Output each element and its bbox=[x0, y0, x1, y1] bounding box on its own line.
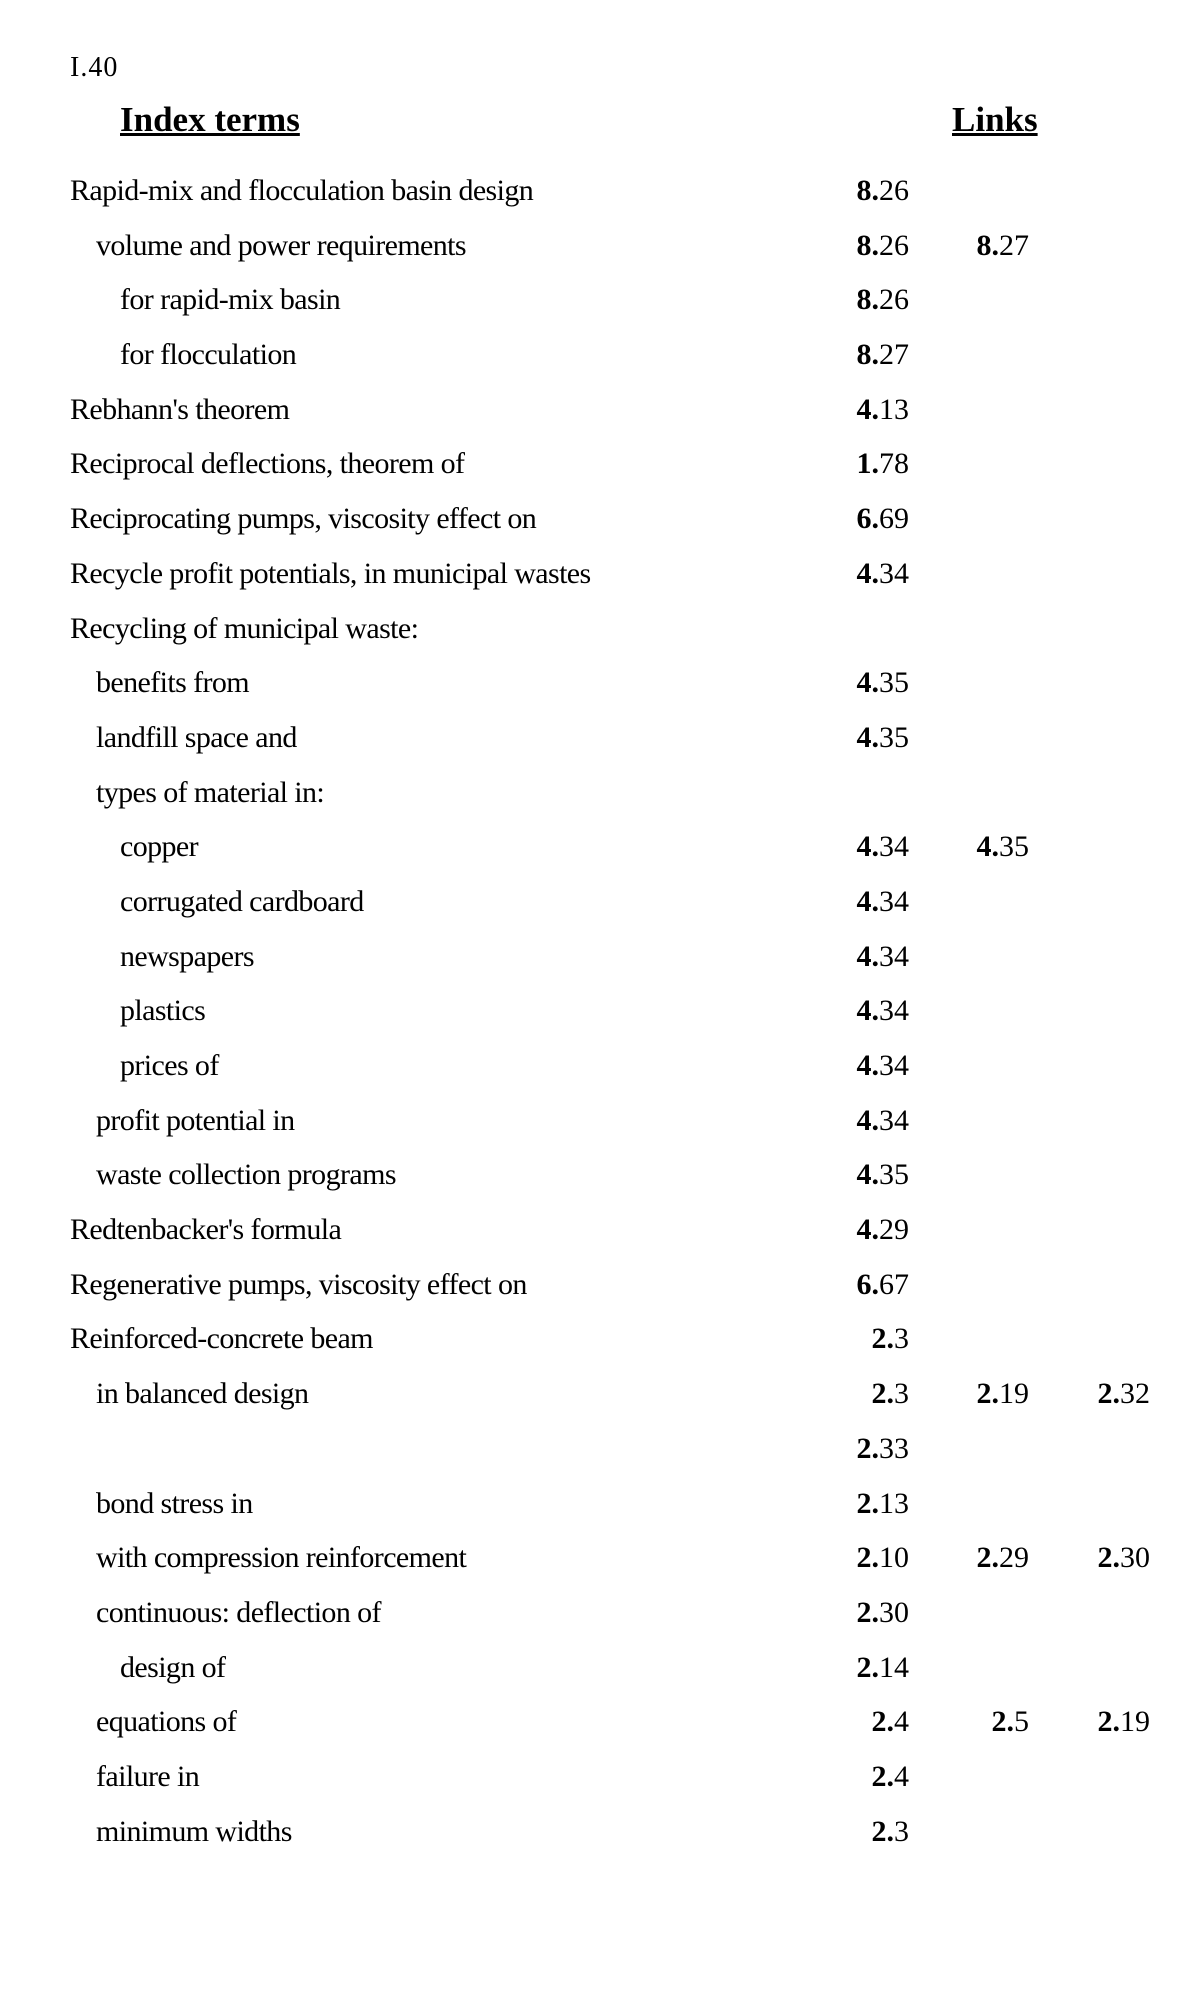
index-term: design of bbox=[120, 1650, 226, 1684]
page-number-ref: 26 bbox=[879, 174, 909, 207]
index-term: prices of bbox=[120, 1049, 219, 1082]
chapter-number: 2. bbox=[871, 1705, 894, 1739]
page-number-ref: 35 bbox=[999, 830, 1029, 864]
chapter-number: 2. bbox=[991, 1705, 1014, 1739]
index-entry bbox=[0, 721, 1200, 776]
index-term: types of material in: bbox=[96, 775, 325, 809]
page-link[interactable] bbox=[857, 1541, 910, 1575]
index-term: waste collection programs bbox=[96, 1158, 396, 1192]
page-link[interactable] bbox=[1098, 1705, 1151, 1739]
page-link[interactable] bbox=[977, 830, 1030, 864]
page-number-ref: 3 bbox=[894, 1322, 909, 1356]
index-term: copper bbox=[120, 830, 199, 864]
chapter-number: 4. bbox=[856, 720, 879, 754]
page-number-ref: 26 bbox=[879, 228, 909, 262]
chapter-number: 6. bbox=[856, 1267, 879, 1301]
index-term: plastics bbox=[120, 994, 206, 1028]
index-term: Reinforced-concrete beam bbox=[70, 1322, 373, 1356]
chapter-number: 2. bbox=[856, 1650, 879, 1684]
page-link[interactable] bbox=[857, 940, 910, 974]
page-link[interactable] bbox=[857, 447, 910, 481]
index-entry bbox=[0, 1541, 1200, 1596]
chapter-number: 4. bbox=[856, 666, 879, 700]
index-entry bbox=[0, 1213, 1200, 1268]
index-entry bbox=[0, 1104, 1200, 1159]
index-term: Redtenbacker's formula bbox=[70, 1213, 342, 1247]
index-entry bbox=[0, 1705, 1200, 1760]
index-entry bbox=[0, 174, 1200, 229]
index-entry bbox=[0, 502, 1200, 557]
chapter-number: 6. bbox=[856, 502, 879, 536]
index-term: continuous: deflection of bbox=[96, 1595, 381, 1629]
page-number-ref: 69 bbox=[879, 502, 909, 536]
page-link[interactable] bbox=[857, 1651, 910, 1685]
chapter-number: 4. bbox=[856, 994, 879, 1028]
page-link[interactable] bbox=[857, 1158, 910, 1192]
index-term: newspapers bbox=[120, 939, 254, 973]
page-link[interactable] bbox=[857, 1104, 910, 1138]
chapter-number: 2. bbox=[1097, 1705, 1120, 1739]
page-link[interactable] bbox=[857, 830, 910, 864]
chapter-number: 4. bbox=[856, 830, 879, 864]
page-link[interactable] bbox=[1098, 1377, 1151, 1411]
index-term: Rapid-mix and flocculation basin design bbox=[70, 174, 534, 207]
index-entries bbox=[0, 174, 1200, 1869]
index-entry bbox=[0, 776, 1200, 831]
index-term: bond stress in bbox=[96, 1486, 253, 1520]
index-term: Rebhann's theorem bbox=[70, 392, 290, 426]
chapter-number: 4. bbox=[976, 830, 999, 864]
chapter-number: 4. bbox=[856, 884, 879, 918]
page-link[interactable] bbox=[857, 1268, 910, 1302]
chapter-number: 2. bbox=[1097, 1377, 1120, 1411]
page-link[interactable] bbox=[872, 1322, 910, 1356]
page-link[interactable] bbox=[857, 229, 910, 263]
index-entry bbox=[0, 1049, 1200, 1104]
page-number-ref: 29 bbox=[879, 1213, 909, 1247]
index-entry bbox=[0, 612, 1200, 667]
index-entry bbox=[0, 447, 1200, 502]
chapter-number: 4. bbox=[856, 392, 879, 426]
page-number-ref: 34 bbox=[879, 1049, 909, 1082]
chapter-number: 2. bbox=[856, 1595, 879, 1629]
index-entry bbox=[0, 283, 1200, 338]
index-term: corrugated cardboard bbox=[120, 884, 364, 918]
chapter-number: 2. bbox=[976, 1377, 999, 1411]
index-term: Reciprocating pumps, viscosity effect on bbox=[70, 502, 537, 536]
links-header: Links bbox=[952, 100, 1038, 139]
page-link[interactable] bbox=[857, 1432, 910, 1466]
index-entry bbox=[0, 393, 1200, 448]
chapter-number: 2. bbox=[856, 1431, 879, 1465]
page-number-ref: 27 bbox=[879, 338, 909, 372]
index-entry bbox=[0, 1760, 1200, 1815]
page-number-ref: 27 bbox=[999, 228, 1029, 262]
index-terms-header: Index terms bbox=[120, 100, 300, 139]
index-term: minimum widths bbox=[96, 1814, 292, 1848]
index-term: benefits from bbox=[96, 666, 249, 700]
chapter-number: 1. bbox=[856, 447, 879, 481]
index-entry bbox=[0, 940, 1200, 995]
page-number-ref: 34 bbox=[879, 556, 909, 590]
chapter-number: 4. bbox=[856, 939, 879, 973]
page-link[interactable] bbox=[857, 885, 910, 919]
index-term: Recycling of municipal waste: bbox=[70, 611, 419, 645]
chapter-number: 8. bbox=[856, 283, 879, 317]
chapter-number: 2. bbox=[856, 1486, 879, 1520]
page-number-ref: 29 bbox=[999, 1541, 1029, 1575]
index-entry bbox=[0, 1487, 1200, 1542]
page-number-ref: 34 bbox=[879, 884, 909, 918]
page-link[interactable] bbox=[857, 502, 910, 536]
page-number-ref: 10 bbox=[879, 1541, 909, 1575]
page-number-ref: 33 bbox=[879, 1431, 909, 1465]
index-entry bbox=[0, 1596, 1200, 1651]
chapter-number: 2. bbox=[871, 1377, 894, 1411]
page-number-ref: 78 bbox=[879, 447, 909, 481]
page-link[interactable] bbox=[872, 1377, 910, 1411]
index-entry bbox=[0, 1815, 1200, 1870]
index-term: equations of bbox=[96, 1705, 237, 1739]
page-number: I.40 bbox=[70, 52, 119, 83]
page-number-ref: 5 bbox=[1014, 1705, 1029, 1739]
page-number-ref: 32 bbox=[1120, 1377, 1150, 1411]
page-link[interactable] bbox=[857, 1213, 910, 1247]
page-link[interactable] bbox=[857, 174, 910, 208]
chapter-number: 2. bbox=[871, 1814, 894, 1848]
page-link[interactable] bbox=[857, 721, 910, 755]
page-number-ref: 35 bbox=[879, 666, 909, 700]
index-term: profit potential in bbox=[96, 1103, 295, 1137]
index-term: volume and power requirements bbox=[96, 228, 466, 262]
index-entry bbox=[0, 1268, 1200, 1323]
page-link[interactable] bbox=[977, 229, 1030, 263]
page-number-ref: 19 bbox=[999, 1377, 1029, 1411]
index-entry bbox=[0, 338, 1200, 393]
page-link[interactable] bbox=[857, 338, 910, 372]
page-number-ref: 34 bbox=[879, 830, 909, 864]
chapter-number: 2. bbox=[1097, 1541, 1120, 1575]
page-number-ref: 14 bbox=[879, 1650, 909, 1684]
index-entry bbox=[0, 994, 1200, 1049]
chapter-number: 2. bbox=[856, 1541, 879, 1575]
chapter-number: 8. bbox=[856, 228, 879, 262]
index-entry bbox=[0, 885, 1200, 940]
chapter-number: 8. bbox=[856, 338, 879, 372]
index-entry bbox=[0, 830, 1200, 885]
page-number-ref: 19 bbox=[1120, 1705, 1150, 1739]
chapter-number: 4. bbox=[856, 556, 879, 590]
index-term: in balanced design bbox=[96, 1377, 309, 1411]
index-term: Regenerative pumps, viscosity effect on bbox=[70, 1267, 527, 1301]
page-link[interactable] bbox=[977, 1541, 1030, 1575]
page-number-ref: 13 bbox=[879, 392, 909, 426]
index-term: Recycle profit potentials, in municipal wastes bbox=[70, 556, 591, 590]
page-link[interactable] bbox=[857, 994, 910, 1028]
page-number-ref: 30 bbox=[879, 1595, 909, 1629]
index-entry bbox=[0, 1377, 1200, 1432]
page-number-ref: 26 bbox=[879, 283, 909, 317]
index-term: for rapid-mix basin bbox=[120, 283, 341, 317]
index-term: failure in bbox=[96, 1759, 200, 1793]
index-term: for flocculation bbox=[120, 338, 297, 372]
chapter-number: 8. bbox=[976, 228, 999, 262]
index-entry bbox=[0, 557, 1200, 612]
page-number-ref: 34 bbox=[879, 1103, 909, 1137]
page-link[interactable] bbox=[977, 1377, 1030, 1411]
page-number-ref: 35 bbox=[879, 1158, 909, 1192]
page-link[interactable] bbox=[857, 283, 910, 317]
page-number-ref: 3 bbox=[894, 1814, 909, 1848]
page-number-ref: 4 bbox=[894, 1705, 909, 1739]
chapter-number: 4. bbox=[856, 1213, 879, 1247]
page-link[interactable] bbox=[857, 393, 910, 427]
index-entry bbox=[0, 1432, 1200, 1487]
page-link[interactable] bbox=[872, 1760, 910, 1794]
index-entry bbox=[0, 229, 1200, 284]
page-link[interactable] bbox=[992, 1705, 1030, 1739]
page-number-ref: 34 bbox=[879, 939, 909, 973]
chapter-number: 4. bbox=[856, 1049, 879, 1082]
index-entry bbox=[0, 1651, 1200, 1706]
index-term: landfill space and bbox=[96, 720, 297, 754]
page-number-ref: 35 bbox=[879, 720, 909, 754]
index-entry bbox=[0, 666, 1200, 721]
page-number-ref: 30 bbox=[1120, 1541, 1150, 1575]
page-link[interactable] bbox=[857, 1049, 910, 1083]
chapter-number: 4. bbox=[856, 1103, 879, 1137]
chapter-number: 2. bbox=[871, 1322, 894, 1356]
index-term: with compression reinforcement bbox=[96, 1541, 467, 1575]
chapter-number: 8. bbox=[856, 174, 879, 207]
page-link[interactable] bbox=[857, 666, 910, 700]
page-number-ref: 3 bbox=[894, 1377, 909, 1411]
page-number-ref: 13 bbox=[879, 1486, 909, 1520]
page-number-ref: 4 bbox=[894, 1759, 909, 1793]
index-entry bbox=[0, 1322, 1200, 1377]
chapter-number: 4. bbox=[856, 1158, 879, 1192]
index-term: Reciprocal deflections, theorem of bbox=[70, 447, 465, 481]
page-link[interactable] bbox=[857, 1596, 910, 1630]
page-link[interactable] bbox=[872, 1815, 910, 1849]
page-link[interactable] bbox=[872, 1705, 910, 1739]
page-link[interactable] bbox=[857, 557, 910, 591]
page-number-ref: 67 bbox=[879, 1267, 909, 1301]
page-link[interactable] bbox=[857, 1487, 910, 1521]
page-number-ref: 34 bbox=[879, 994, 909, 1028]
chapter-number: 2. bbox=[976, 1541, 999, 1575]
page-link[interactable] bbox=[1098, 1541, 1151, 1575]
index-entry bbox=[0, 1158, 1200, 1213]
chapter-number: 2. bbox=[871, 1759, 894, 1793]
